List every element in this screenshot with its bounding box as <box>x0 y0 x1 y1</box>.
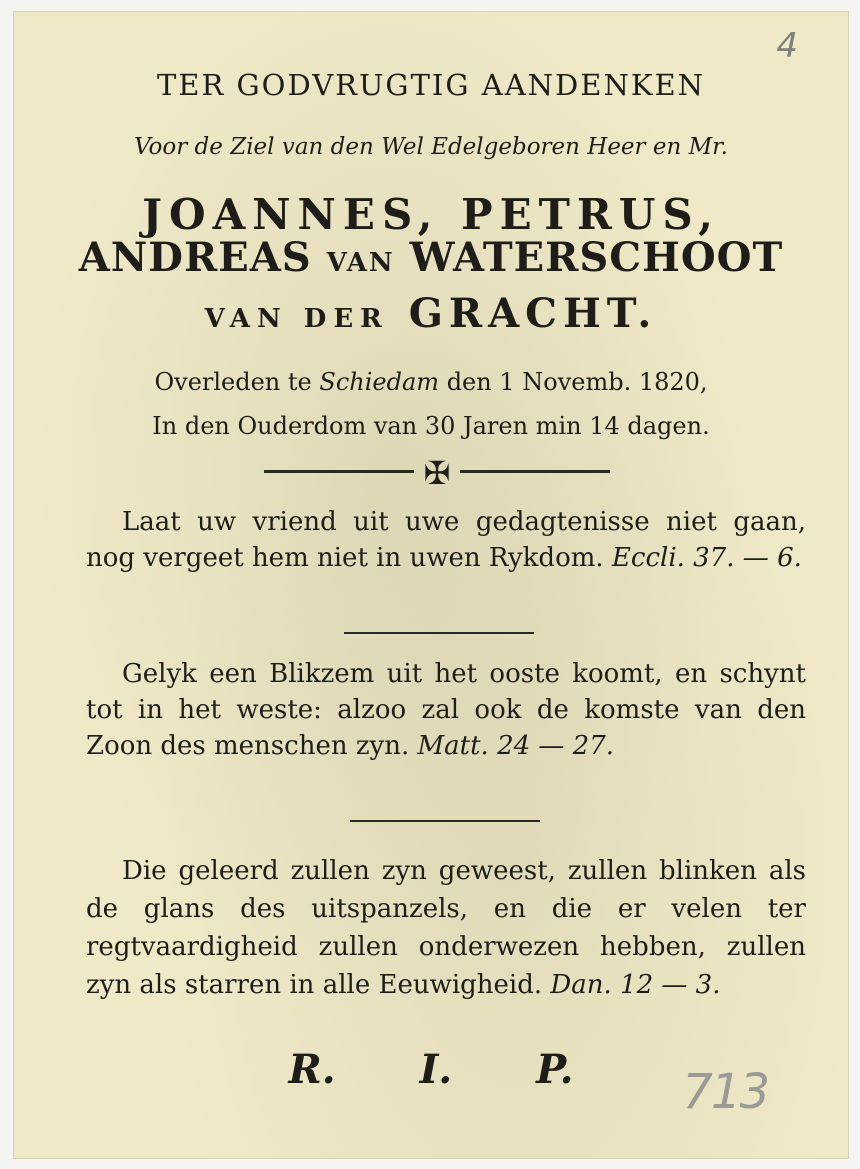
verse-reference: Eccli. 37. — 6. <box>611 543 802 573</box>
cross-pattee-icon: ✠ <box>423 454 451 492</box>
verse-3 <box>86 852 806 1004</box>
age-line: In den Ouderdom van 30 Jaren min 14 dagen. <box>152 412 710 440</box>
death-place: Schiedam <box>319 368 440 396</box>
card-subtitle: Voor de Ziel van den Wel Edelgeboren Heer en Mr. <box>134 134 728 160</box>
name-line-3 <box>14 290 848 337</box>
name-line-2 <box>14 234 848 281</box>
divider-right <box>460 470 610 473</box>
verse-text: Die geleerd zullen zyn geweest, zullen blinken als de glans des uitspanzels, en die er velen ter regtvaardigheid zullen onderwezen hebben, zullen zyn als starren in alle Eeuwigheid. <box>86 856 806 1000</box>
handwritten-number-bottom: 713 <box>682 1064 768 1120</box>
verse-reference: Dan. 12 — 3. <box>550 970 721 1000</box>
card-title: TER GODVRUGTIG AANDENKEN <box>156 68 706 102</box>
memorial-card <box>14 12 848 1158</box>
verse-reference: Matt. 24 — 27. <box>417 731 615 761</box>
name-van-der: VAN DER <box>204 304 389 334</box>
divider-short <box>350 820 540 822</box>
divider-short <box>344 632 534 634</box>
name-andreas: ANDREAS <box>78 234 312 281</box>
name-line-1: JOANNES, PETRUS, <box>142 190 720 239</box>
death-date: den 1 Novemb. 1820, <box>446 368 708 396</box>
death-prefix: Overleden te <box>154 368 312 396</box>
name-gracht: GRACHT. <box>408 290 658 337</box>
name-van: VAN <box>326 248 395 278</box>
name-waterschoot: WATERSCHOOT <box>409 234 784 281</box>
verse-text: Gelyk een Blikzem uit het ooste koomt, en schynt tot in het weste: alzoo zal ook de komste van den Zoon des menschen zyn. <box>86 659 806 761</box>
verse-1 <box>86 504 806 576</box>
verse-text: Laat uw vriend uit uwe gedagtenisse niet gaan, nog vergeet hem niet in uwen Rykdom. <box>86 507 806 573</box>
verse-2 <box>86 656 806 764</box>
death-line <box>14 368 848 396</box>
divider-left <box>264 470 414 473</box>
handwritten-number-top: 4 <box>776 26 798 66</box>
rip-closing: R. I. P. <box>288 1046 574 1093</box>
